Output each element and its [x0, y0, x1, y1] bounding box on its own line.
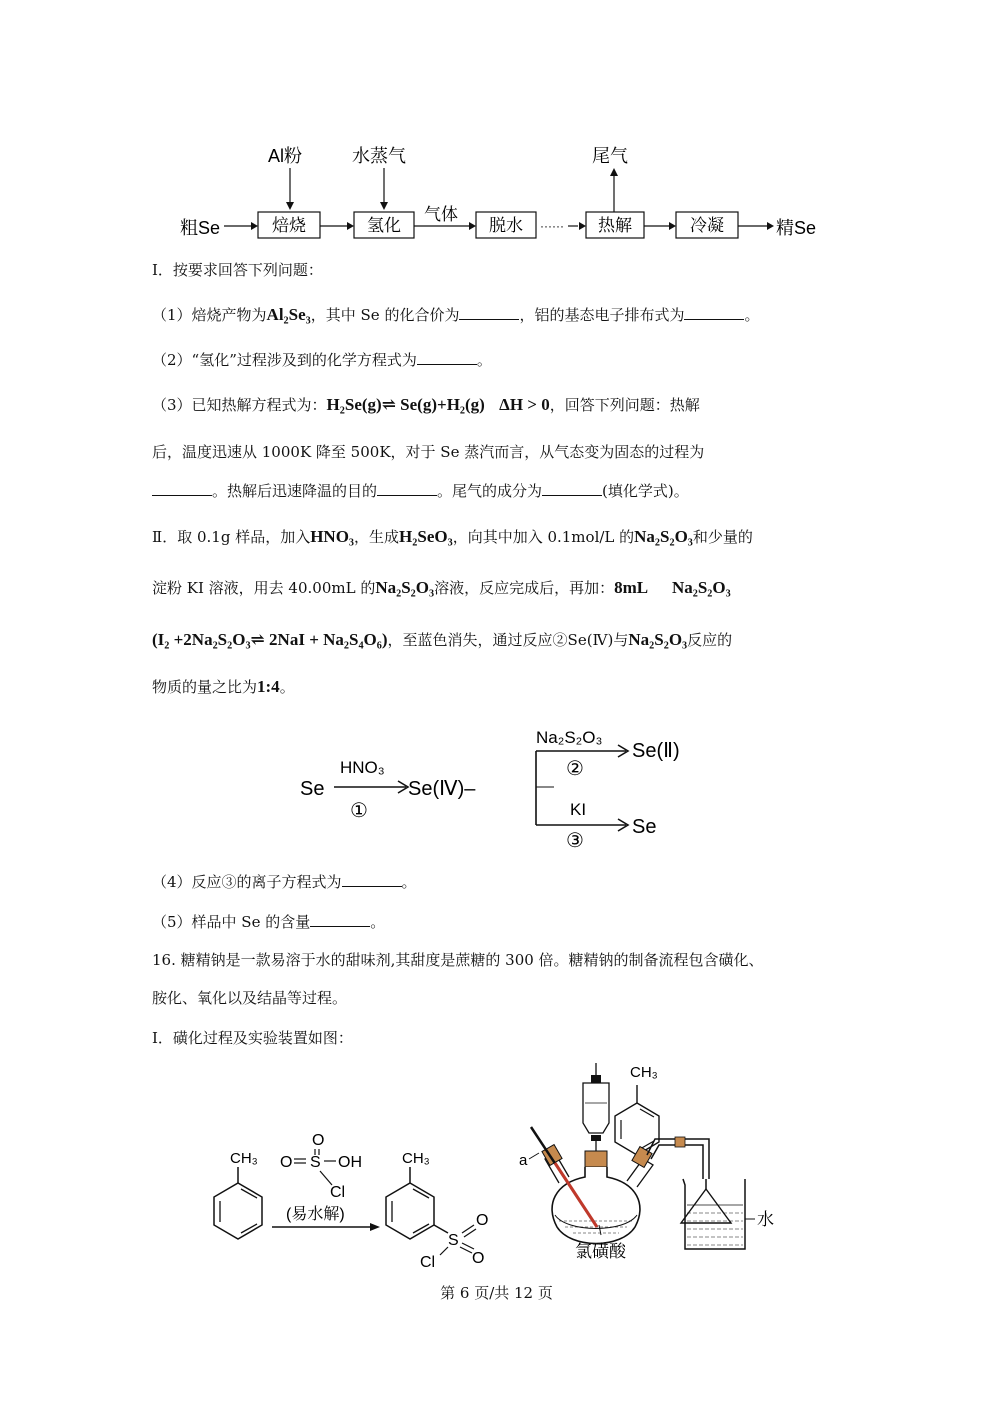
question-2: （2）“氢化”过程涉及到的化学方程式为 。: [152, 351, 492, 369]
reagent-s: S: [310, 1154, 321, 1171]
flow-tail-gas: 尾气: [592, 146, 628, 166]
scheme-se-end: Se: [632, 816, 657, 838]
flow-al-powder: Al粉: [268, 146, 303, 166]
question-3-line3: 。热解后迅速降温的目的 。尾气的成分为 (填化学式)。: [152, 481, 689, 501]
flow-box-pyrolysis-label: 热解: [598, 216, 632, 235]
reagent-cl: Cl: [330, 1184, 346, 1201]
reagent-oh: OH: [338, 1154, 362, 1171]
answer-blank[interactable]: [377, 481, 437, 496]
reagent-o-top: O: [312, 1132, 325, 1149]
answer-blank[interactable]: [342, 872, 402, 887]
product-o-bottom: O: [472, 1250, 485, 1267]
flow-box-hydrogenate-label: 氢化: [367, 216, 401, 235]
scheme-step1: ①: [350, 800, 368, 822]
product-o-top: O: [476, 1212, 489, 1229]
funnel-ch3: CH₃: [630, 1064, 658, 1081]
chlorosulfonic-acid-label: 氯磺酸: [575, 1242, 626, 1261]
product-s: S: [448, 1232, 459, 1249]
scheme-step3: ③: [566, 830, 584, 852]
flow-box-roast-label: 焙烧: [272, 216, 306, 235]
scheme-hno3: HNO₃: [340, 758, 385, 777]
flow-gas-label: 气体: [424, 205, 458, 224]
answer-blank[interactable]: [152, 481, 212, 496]
page-footer: 第 6 页/共 12 页: [440, 1284, 553, 1302]
section2-line3: (I₂ +2Na₂S₂O₃⇌ 2NaI + Na₂S₄O₆)，至蓝色消失，通过反应②Se(Ⅳ)与Na₂S₂O₃反应的: [152, 630, 733, 649]
question-3-line1: （3）已知热解方程式为：H₂Se(g)⇌ Se(g)+H₂(g) ΔH > 0，回答下列问题：热解: [152, 395, 700, 414]
product-cl: Cl: [420, 1254, 436, 1271]
section1-heading: Ⅰ．按要求回答下列问题：: [152, 261, 323, 279]
selenium-scheme: [290, 715, 710, 855]
water-label: 水: [757, 1210, 774, 1229]
center-stopper: [585, 1151, 607, 1167]
question-3-line2: 后，温度迅速从 1000K 降至 500K，对于 Se 蒸汽而言，从气态变为固态的过程为: [152, 443, 705, 461]
iodine-equation: (I₂ +2Na₂S₂O₃⇌ 2NaI + Na₂S₄O₆): [152, 630, 388, 649]
section2-line2: 淀粉 KI 溶液，用去 40.00mL 的Na₂S₂O₃溶液，反应完成后，再加：8mL Na₂S₂O₃: [152, 578, 731, 597]
question-16-line1: 16. 糖精钠是一款易溶于水的甜味剂,其甜度是蔗糖的 300 倍。糖精钠的制备流程包含磺化、: [152, 951, 764, 969]
product-ch3: CH₃: [402, 1150, 430, 1167]
delta-h: ΔH > 0: [499, 395, 550, 414]
question-16-line2: 胺化、氧化以及结晶等过程。: [152, 989, 348, 1007]
answer-blank[interactable]: [459, 305, 519, 320]
flow-steam: 水蒸气: [352, 146, 406, 166]
formula-al2se3: Al₂Se₃: [266, 305, 311, 324]
tube-a-label: a: [519, 1152, 528, 1169]
scheme-ki: KI: [570, 800, 587, 819]
flow-product: 精Se: [776, 218, 817, 238]
section2-line4: 物质的量之比为1:4。: [152, 677, 295, 696]
section2-line1: Ⅱ．取 0.1g 样品，加入HNO₃，生成H₂SeO₃，向其中加入 0.1mol/L 的Na₂S₂O₃和少量的: [152, 527, 753, 546]
pyrolysis-equation: H₂Se(g)⇌ Se(g)+H₂(g): [326, 395, 485, 414]
toluene-ch3: CH₃: [230, 1150, 258, 1167]
scheme-se2: Se(Ⅱ): [632, 740, 680, 762]
reagent-o-left: O: [280, 1154, 293, 1171]
flow-diagram: [170, 140, 830, 250]
answer-blank[interactable]: [310, 912, 370, 927]
answer-blank[interactable]: [417, 350, 477, 365]
scheme-se4: Se(Ⅳ)–: [408, 778, 476, 800]
question-1: （1）焙烧产物为Al₂Se₃，其中 Se 的化合价为 ，铝的基态电子排布式为 。: [152, 305, 760, 324]
question-16-heading: Ⅰ．磺化过程及实验装置如图：: [152, 1029, 353, 1047]
scheme-se: Se: [300, 778, 325, 800]
flow-box-dehydrate-label: 脱水: [489, 216, 523, 235]
answer-blank[interactable]: [684, 305, 744, 320]
scheme-step2: ②: [566, 758, 584, 780]
scheme-na2s2o3: Na₂S₂O₃: [536, 728, 603, 747]
sulfonation-reaction: [200, 1125, 510, 1275]
flow-raw-se: 粗Se: [180, 218, 221, 238]
question-4: （4）反应③的离子方程式为 。: [152, 873, 417, 891]
sulfonation-apparatus: [515, 1055, 805, 1265]
flow-box-condense-label: 冷凝: [690, 216, 724, 235]
flow-dots: ······: [540, 219, 564, 233]
answer-blank[interactable]: [542, 481, 602, 496]
reaction-condition: (易水解): [286, 1206, 345, 1223]
question-5: （5）样品中 Se 的含量 。: [152, 913, 386, 931]
